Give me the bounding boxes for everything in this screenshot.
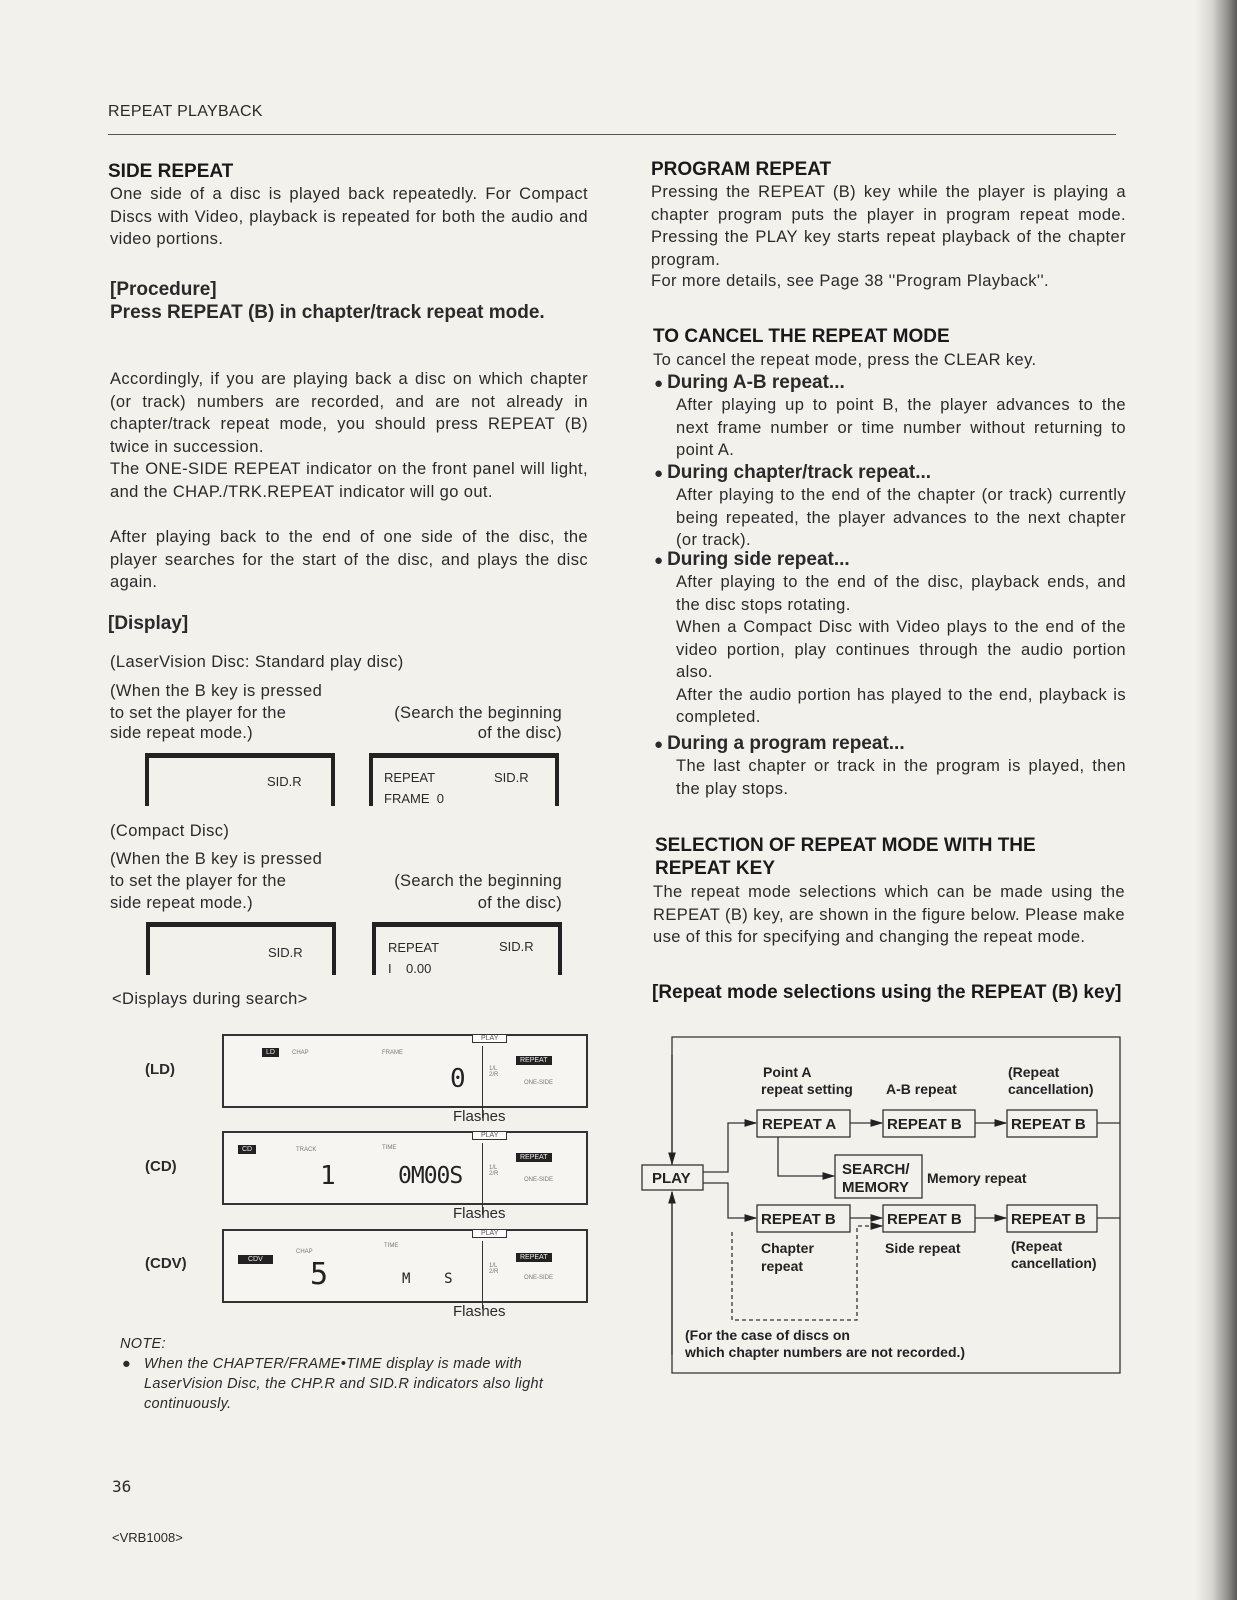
selection-text: The repeat mode selections which can be made using the REPEAT (B) key, are shown in the figure below. Please make use of this for specifying and changing the repeat mode. xyxy=(653,883,1125,946)
repeat-a-box: REPEAT A xyxy=(762,1116,837,1133)
side-mode-text: side repeat mode.) xyxy=(110,724,253,742)
document-code: <VRB1008> xyxy=(112,1530,183,1545)
program-repeat-text: Pressing the REPEAT (B) key while the player is playing a chapter program puts the player in program repeat mode. Pressing the PLAY key starts repeat playback of the chapter program. xyxy=(651,183,1126,269)
arrow-to-repeat-b xyxy=(703,1183,756,1218)
cancel-item-head: ● During chapter/track repeat... xyxy=(654,462,1126,484)
cd-caption: (Compact Disc) xyxy=(110,822,230,840)
time-digits: 0M00S xyxy=(398,1163,463,1189)
note-text: When the CHAPTER/FRAME•TIME display is made with LaserVision Disc, the CHP.R and SID.R indicators also light continuously. xyxy=(144,1356,544,1412)
cancel-item-text: After playing to the end of the disc, playback ends, and the disc stops rotating. xyxy=(676,573,1126,614)
note-label: NOTE: xyxy=(120,1336,166,1352)
of-disc-text: of the disc) xyxy=(477,724,562,742)
search-memory-box: MEMORY xyxy=(842,1179,909,1196)
procedure-instruction: Press REPEAT (B) in chapter/track repeat mode. xyxy=(110,302,545,323)
one-side-indicator: ONE-SIDE xyxy=(524,1080,554,1086)
diagram-label: (Repeat xyxy=(1008,1064,1060,1080)
flashes-label: Flashes xyxy=(453,1205,506,1222)
cancel-item-text: The last chapter or track in the program is played, then the play stops. xyxy=(676,757,1126,798)
diagram-label: Memory repeat xyxy=(927,1170,1027,1186)
search-text: (Search the beginning xyxy=(394,872,562,890)
cancel-item-text: When a Compact Disc with Video plays to the end of the video portion, play continues through the audio portion also. xyxy=(676,618,1126,681)
ld-caption-row2 xyxy=(110,723,562,744)
chapter-digits: 5 xyxy=(310,1257,329,1292)
arrow-to-repeat-a xyxy=(703,1123,756,1172)
side-repeat-text: One side of a disc is played back repeatedly. For Compact Discs with Video, playback is repeated for both the audio and video portions. xyxy=(110,185,588,248)
diagram-label: cancellation) xyxy=(1011,1255,1097,1271)
procedure-label: [Procedure] xyxy=(110,279,217,300)
cancel-item-head: ● During a program repeat... xyxy=(654,733,1126,755)
of-disc-text: of the disc) xyxy=(477,894,562,912)
disc-type-badge: LD xyxy=(262,1048,279,1057)
ld-display-side-repeat xyxy=(145,753,335,806)
cancel-item-head: ● During side repeat... xyxy=(654,549,1126,571)
frame-digits: 0 xyxy=(450,1064,466,1094)
repeat-b-box: REPEAT B xyxy=(1011,1211,1086,1228)
display-label: [Display] xyxy=(108,613,189,634)
side-indicator: 1/L 2/R xyxy=(489,1263,499,1275)
procedure-p3: After playing back to the end of one side of the disc, the player searches for the start of the disc, and plays the disc again. xyxy=(110,528,588,591)
side-indicator: 1/L 2/R xyxy=(489,1066,499,1078)
diagram-label: A-B repeat xyxy=(886,1081,957,1097)
lcd-panel-cdv xyxy=(222,1229,588,1303)
repeat-mode-flow-diagram xyxy=(640,1035,1130,1380)
cancel-item-ab xyxy=(654,372,1126,462)
cd-caption-row1 xyxy=(110,871,562,892)
diagram-label: Point A xyxy=(763,1064,812,1080)
repeat-indicator: REPEAT xyxy=(384,770,436,785)
repeat-b-box: REPEAT B xyxy=(761,1211,836,1228)
disc-type-badge: CD xyxy=(238,1145,256,1154)
diagram-label: Side repeat xyxy=(885,1240,961,1256)
cancel-title: TO CANCEL THE REPEAT MODE xyxy=(653,326,950,347)
procedure-p2: The ONE-SIDE REPEAT indicator on the front panel will light, and the CHAP./TRK.REPEAT indicator will go out. xyxy=(110,460,588,501)
time-digits: M S xyxy=(402,1271,453,1287)
repeat-b-box: REPEAT B xyxy=(887,1116,962,1133)
cancel-item-side xyxy=(654,549,1126,729)
running-header: REPEAT PLAYBACK xyxy=(108,103,263,120)
search-memory-box: SEARCH/ xyxy=(842,1161,910,1178)
note-item xyxy=(122,1354,590,1414)
program-repeat-ref: For more details, see Page 38 ''Program Playback''. xyxy=(651,272,1050,290)
side-repeat-title: SIDE REPEAT xyxy=(108,161,234,182)
to-set-text: to set the player for the xyxy=(110,872,287,890)
frame-readout: FRAME 0 xyxy=(384,791,444,806)
time-label: TIME xyxy=(382,1145,397,1151)
sid-r-indicator: SID.R xyxy=(494,770,529,785)
flash-pointer-line xyxy=(482,1241,483,1309)
sid-r-indicator: SID.R xyxy=(268,945,303,960)
play-indicator: PLAY xyxy=(472,1131,507,1140)
program-repeat-title: PROGRAM REPEAT xyxy=(651,159,832,180)
play-box: PLAY xyxy=(652,1170,691,1187)
time-readout: I 0.00 xyxy=(388,961,432,976)
side-mode-text: side repeat mode.) xyxy=(110,894,253,912)
sid-r-indicator: SID.R xyxy=(267,774,302,789)
ld-display-search xyxy=(369,753,559,806)
frame-label: FRAME xyxy=(382,1050,403,1056)
time-label: TIME xyxy=(384,1243,399,1249)
to-set-text: to set the player for the xyxy=(110,704,287,722)
cancel-item-text: After the audio portion has played to the end, playback is completed. xyxy=(676,685,1126,726)
diagram-label: Chapter xyxy=(761,1240,814,1256)
disc-type-badge: CDV xyxy=(238,1255,273,1264)
lcd-panel-ld xyxy=(222,1034,588,1108)
search-text: (Search the beginning xyxy=(394,704,562,722)
track-digits: 1 xyxy=(320,1161,336,1191)
header-rule xyxy=(108,134,1116,135)
displays-during-search: <Displays during search> xyxy=(112,990,308,1008)
arrow-to-search xyxy=(778,1137,834,1176)
diagram-label: repeat xyxy=(761,1258,804,1274)
diagram-footnote: which chapter numbers are not recorded.) xyxy=(685,1344,966,1360)
cancel-item-head: ● During A-B repeat... xyxy=(654,372,1126,394)
cd-display-side-repeat xyxy=(146,922,336,975)
cancel-item-program xyxy=(654,733,1126,800)
diagram-label: (Repeat xyxy=(1011,1238,1063,1254)
when-b-pressed-cd: (When the B key is pressed xyxy=(110,850,323,868)
cd-caption-row2 xyxy=(110,893,562,914)
when-b-pressed: (When the B key is pressed xyxy=(110,682,323,700)
repeat-indicator: REPEAT xyxy=(516,1056,552,1065)
one-side-indicator: ONE-SIDE xyxy=(524,1177,554,1183)
repeat-b-box: REPEAT B xyxy=(887,1211,962,1228)
panel-label-cdv: (CDV) xyxy=(145,1255,187,1272)
lcd-panel-cd xyxy=(222,1131,588,1205)
cancel-item-chapter xyxy=(654,462,1126,552)
play-indicator: PLAY xyxy=(472,1229,507,1238)
panel-label-ld: (LD) xyxy=(145,1061,175,1078)
cancel-item-text: After playing up to point B, the player advances to the next frame number or time number without returning to point A. xyxy=(676,396,1126,459)
selection-title: SELECTION OF REPEAT MODE WITH THE REPEAT KEY xyxy=(655,835,1036,879)
procedure-p1: Accordingly, if you are playing back a disc on which chapter (or track) numbers are recorded, and are not already in chapter/track repeat mode, you should press REPEAT (B) twice in succession. xyxy=(110,370,588,456)
ld-caption: (LaserVision Disc: Standard play disc) xyxy=(110,653,404,671)
selection-subtitle: [Repeat mode selections using the REPEAT (B) key] xyxy=(652,982,1122,1003)
cd-display-search xyxy=(372,922,562,975)
track-label: TRACK xyxy=(296,1147,317,1153)
repeat-indicator: REPEAT xyxy=(388,940,440,955)
flashes-label: Flashes xyxy=(453,1108,506,1125)
page-number: 36 xyxy=(112,1477,132,1496)
chap-label: CHAP xyxy=(292,1050,309,1056)
repeat-indicator: REPEAT xyxy=(516,1153,552,1162)
diagram-footnote: (For the case of discs on xyxy=(685,1327,850,1343)
panel-label-cd: (CD) xyxy=(145,1158,177,1175)
flashes-label: Flashes xyxy=(453,1303,506,1320)
ld-caption-row1 xyxy=(110,703,562,724)
page-binding-edge xyxy=(1195,0,1237,1600)
cancel-item-text: After playing to the end of the chapter (or track) currently being repeated, the player advances to the next chapter (or track). xyxy=(676,486,1126,549)
one-side-indicator: ONE-SIDE xyxy=(524,1275,554,1281)
diagram-label: cancellation) xyxy=(1008,1081,1094,1097)
chap-label: CHAP xyxy=(296,1249,313,1255)
repeat-b-box: REPEAT B xyxy=(1011,1116,1086,1133)
sid-r-indicator: SID.R xyxy=(499,939,534,954)
bullet-icon: ● xyxy=(122,1356,132,1372)
diagram-label: repeat setting xyxy=(761,1081,853,1097)
repeat-indicator: REPEAT xyxy=(516,1253,552,1262)
cancel-intro: To cancel the repeat mode, press the CLEAR key. xyxy=(653,351,1037,369)
side-indicator: 1/L 2/R xyxy=(489,1165,499,1177)
play-indicator: PLAY xyxy=(472,1034,507,1043)
